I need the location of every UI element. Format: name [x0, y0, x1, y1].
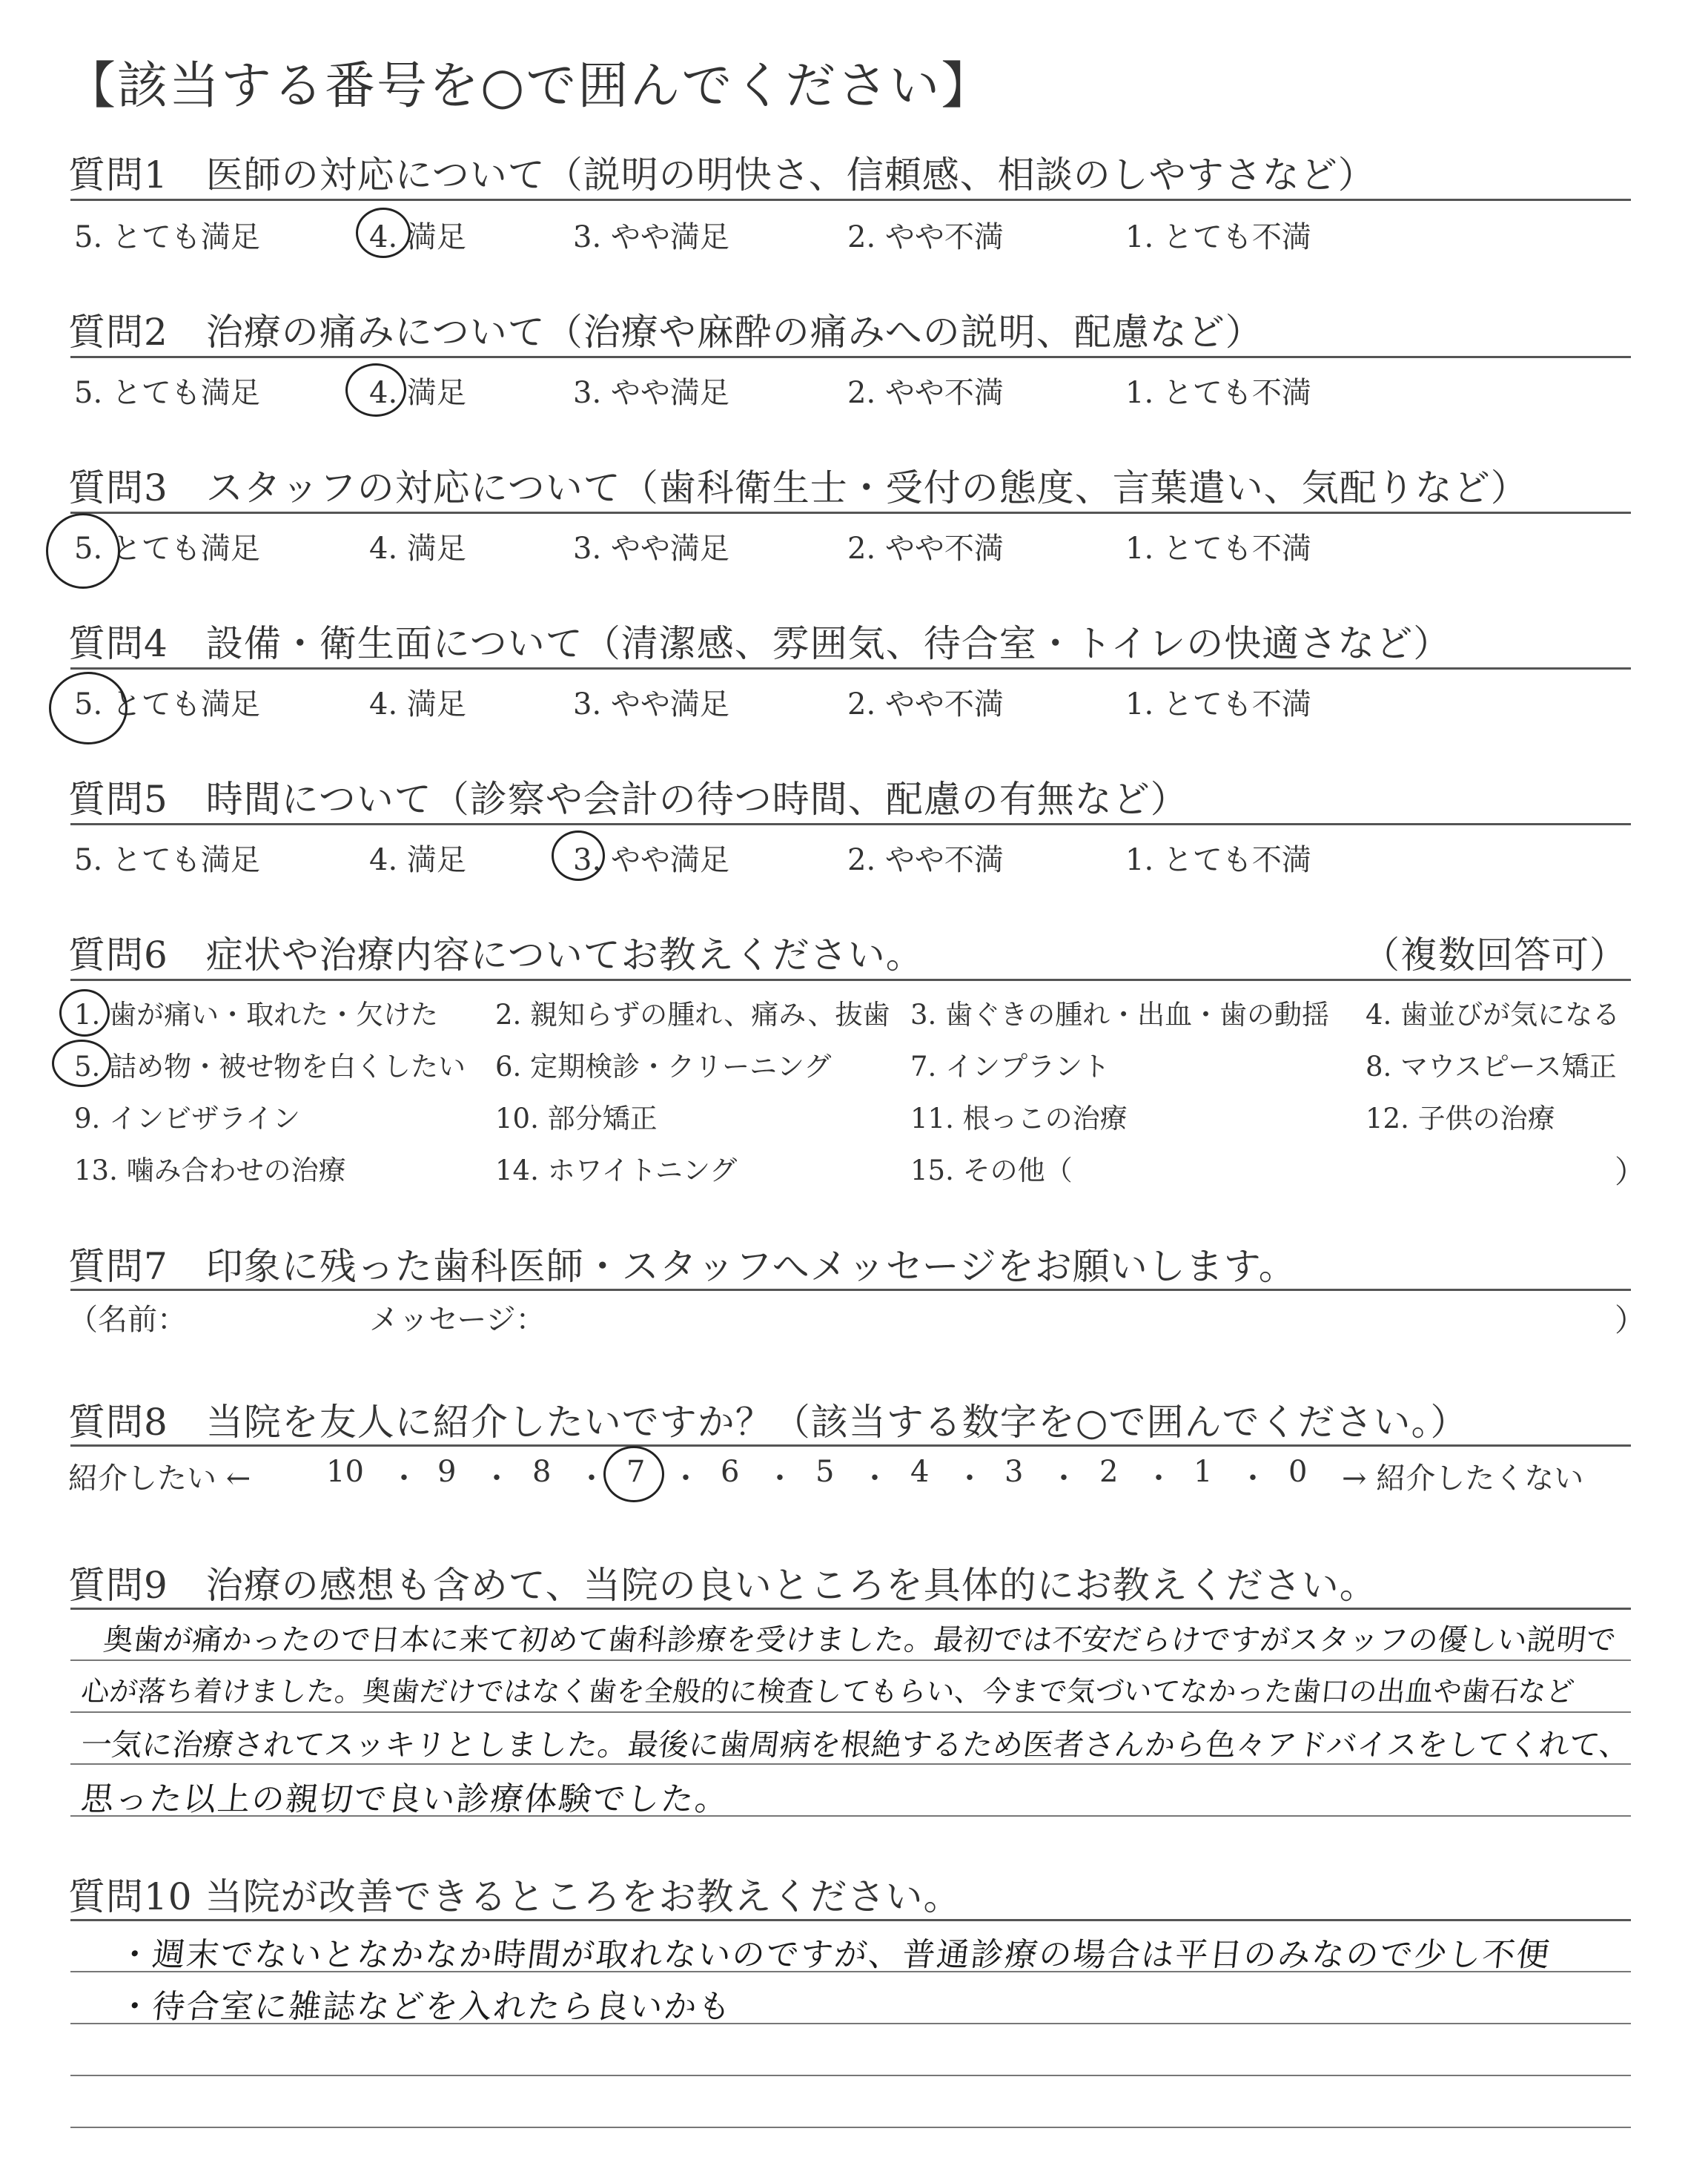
q6-option-15-other[interactable]: 15. その他（: [910, 1155, 1073, 1186]
q6-option-6[interactable]: 6. 定期検診・クリーニング: [495, 1051, 832, 1083]
question-6-multiple-note: （複数回答可）: [1363, 934, 1627, 977]
q4-option-1[interactable]: 1. とても不満: [1125, 687, 1311, 721]
q8-dot: ・: [482, 1462, 512, 1496]
q3-option-2[interactable]: 2. やや不満: [847, 532, 1004, 566]
q8-dot: ・: [389, 1462, 419, 1496]
q8-selection-circle: [603, 1446, 664, 1502]
q8-dot: ・: [1144, 1462, 1174, 1496]
q9-handwritten-line-3: 一気に治療されてスッキリとしました。最後に歯周病を根絶するため医者さんから色々アドバイスをしてくれて、: [79, 1727, 1632, 1763]
q6-option-1[interactable]: 1. 歯が痛い・取れた・欠けた: [74, 999, 439, 1031]
q7-close-paren: ）: [1615, 1302, 1646, 1338]
question-8-title: 質問8 当院を友人に紹介したいですか？（該当する数字を○で囲んでください。）: [68, 1401, 1469, 1444]
q5-option-3[interactable]: 3. やや満足: [573, 843, 729, 877]
question-1-rule: [70, 199, 1631, 201]
q7-name-label: （名前：: [68, 1303, 187, 1337]
q8-dot: ・: [1238, 1462, 1268, 1496]
question-2-rule: [70, 356, 1631, 358]
q3-option-1[interactable]: 1. とても不満: [1125, 532, 1311, 566]
q10-answer-line: [70, 2075, 1631, 2076]
question-5-title: 質問5 時間について（診察や会計の待つ時間、配慮の有無など）: [68, 778, 1188, 821]
q3-selection-circle: [46, 513, 120, 589]
q2-option-4[interactable]: 4. 満足: [369, 376, 466, 410]
q5-option-2[interactable]: 2. やや不満: [847, 843, 1004, 877]
q8-scale-3[interactable]: 3: [1004, 1455, 1024, 1489]
q8-scale-1[interactable]: 1: [1194, 1455, 1213, 1489]
q5-option-5[interactable]: 5. とても満足: [74, 843, 260, 877]
q4-option-5[interactable]: 5. とても満足: [74, 687, 260, 721]
q2-option-3[interactable]: 3. やや満足: [573, 376, 729, 410]
question-4-title: 質問4 設備・衛生面について（清潔感、雰囲気、待合室・トイレの快適さなど）: [68, 622, 1452, 665]
q3-option-3[interactable]: 3. やや満足: [573, 532, 729, 566]
q4-selection-circle: [49, 672, 128, 744]
q6-option-3[interactable]: 3. 歯ぐきの腫れ・出血・歯の動揺: [910, 999, 1330, 1031]
q6-option-8[interactable]: 8. マウスピース矯正: [1366, 1051, 1617, 1083]
q2-option-1[interactable]: 1. とても不満: [1125, 376, 1311, 410]
q4-option-4[interactable]: 4. 満足: [369, 687, 466, 721]
q8-dot: ・: [955, 1462, 984, 1496]
question-7-title: 質問7 印象に残った歯科医師・スタッフへメッセージをお願いします。: [68, 1245, 1297, 1288]
question-9-title: 質問9 治療の感想も含めて、当院の良いところを具体的にお教えください。: [68, 1564, 1377, 1607]
q10-answer-line: [70, 2127, 1631, 2128]
q10-handwritten-line-1: ・週末でないとなかなか時間が取れないのですが、普通診療の場合は平日のみなので少し不便: [116, 1936, 1553, 1974]
q8-scale-5[interactable]: 5: [815, 1455, 835, 1489]
q8-dot: ・: [671, 1462, 701, 1496]
q1-option-2[interactable]: 2. やや不満: [847, 220, 1004, 254]
q5-option-4[interactable]: 4. 満足: [369, 843, 466, 877]
q3-option-5[interactable]: 5. とても満足: [74, 532, 260, 566]
q6-option-13[interactable]: 13. 噛み合わせの治療: [74, 1155, 346, 1186]
q9-handwritten-line-4: 思った以上の親切で良い診療体験でした。: [79, 1780, 732, 1818]
q2-option-5[interactable]: 5. とても満足: [74, 376, 260, 410]
q6-option-10[interactable]: 10. 部分矯正: [495, 1103, 658, 1135]
q6-option-2[interactable]: 2. 親知らずの腫れ、痛み、抜歯: [495, 999, 890, 1031]
q5-selection-circle: [552, 830, 605, 881]
q8-dot: ・: [765, 1462, 795, 1496]
question-8-rule: [70, 1444, 1631, 1447]
q8-scale-0[interactable]: 0: [1288, 1455, 1308, 1489]
q6-option-4[interactable]: 4. 歯並びが気になる: [1366, 999, 1621, 1031]
q7-message-label: メッセージ：: [369, 1303, 546, 1337]
q2-selection-circle: [345, 363, 406, 417]
q6-selection-circle-5: [52, 1040, 111, 1087]
q5-option-1[interactable]: 1. とても不満: [1125, 843, 1311, 877]
q9-handwritten-line-1: 奥歯が痛かったので日本に来て初めて歯科診療を受けました。最初では不安だらけですがスタッフの優しい説明で: [102, 1623, 1618, 1657]
q4-option-2[interactable]: 2. やや不満: [847, 687, 1004, 721]
q8-scale-4[interactable]: 4: [910, 1455, 930, 1489]
q3-option-4[interactable]: 4. 満足: [369, 532, 466, 566]
q6-option-5[interactable]: 5. 詰め物・被せ物を白くしたい: [74, 1051, 466, 1083]
q8-dot: ・: [1049, 1462, 1079, 1496]
q8-scale-10[interactable]: 10: [326, 1455, 364, 1489]
q8-scale-6[interactable]: 6: [721, 1455, 740, 1489]
q8-scale-7[interactable]: 7: [626, 1455, 646, 1489]
question-6-title: 質問6 症状や治療内容についてお教えください。: [68, 934, 924, 977]
q6-other-close-paren: ）: [1615, 1154, 1646, 1190]
question-10-title: 質問10 当院が改善できるところをお教えください。: [68, 1875, 961, 1918]
question-3-title: 質問3 スタッフの対応について（歯科衛生士・受付の態度、言葉遣い、気配りなど）: [68, 466, 1529, 509]
question-4-rule: [70, 667, 1631, 670]
q6-selection-circle-1: [59, 989, 110, 1037]
question-1-title: 質問1 医師の対応について（説明の明快さ、信頼感、相談のしやすさなど）: [68, 153, 1376, 196]
question-5-rule: [70, 823, 1631, 825]
question-3-rule: [70, 512, 1631, 514]
q1-option-1[interactable]: 1. とても不満: [1125, 220, 1311, 254]
q8-left-label: 紹介したい ←: [68, 1462, 251, 1496]
q8-scale-2[interactable]: 2: [1099, 1455, 1119, 1489]
q6-option-14[interactable]: 14. ホワイトニング: [495, 1155, 738, 1186]
question-6-rule: [70, 979, 1631, 981]
q10-handwritten-line-2: ・待合室に雑誌などを入れたら良いかも: [116, 1988, 735, 2026]
q1-option-5[interactable]: 5. とても満足: [74, 220, 260, 254]
q6-option-7[interactable]: 7. インプラント: [910, 1051, 1110, 1083]
question-9-rule: [70, 1608, 1631, 1610]
q6-option-12[interactable]: 12. 子供の治療: [1366, 1103, 1555, 1135]
q1-option-4[interactable]: 4. 満足: [369, 220, 466, 254]
q6-option-9[interactable]: 9. インビザライン: [74, 1103, 300, 1135]
q8-scale-9[interactable]: 9: [437, 1455, 457, 1489]
q8-dot: ・: [577, 1462, 606, 1496]
q1-selection-circle: [356, 208, 411, 258]
q4-option-3[interactable]: 3. やや満足: [573, 687, 729, 721]
q6-option-11[interactable]: 11. 根っこの治療: [910, 1103, 1128, 1135]
q9-handwritten-line-2: 心が落ち着けました。奥歯だけではなく歯を全般的に検査してもらい、今まで気づいてなかった歯口の出血や歯石など: [79, 1675, 1576, 1708]
question-10-rule: [70, 1919, 1631, 1921]
form-header-title: 【該当する番号を○で囲んでください】: [65, 57, 993, 116]
q8-right-label: → 紹介したくない: [1342, 1462, 1584, 1496]
q9-answer-line: [70, 1659, 1631, 1661]
q1-option-3[interactable]: 3. やや満足: [573, 220, 729, 254]
question-7-rule: [70, 1289, 1631, 1291]
q9-answer-line: [70, 1711, 1631, 1713]
q2-option-2[interactable]: 2. やや不満: [847, 376, 1004, 410]
q8-dot: ・: [860, 1462, 890, 1496]
question-2-title: 質問2 治療の痛みについて（治療や麻酔の痛みへの説明、配慮など）: [68, 311, 1263, 354]
q8-scale-8[interactable]: 8: [532, 1455, 552, 1489]
